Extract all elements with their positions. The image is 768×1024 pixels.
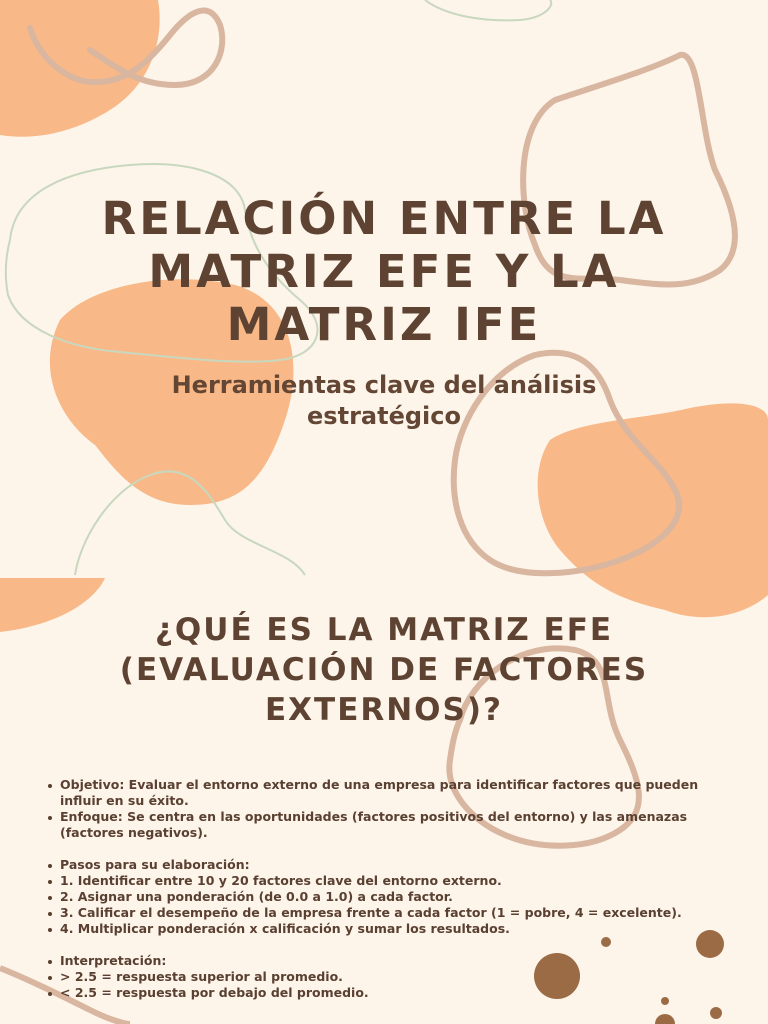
bullet-paso-2: 2. Asignar una ponderación (de 0.0 a 1.0) a cada factor.	[46, 889, 736, 905]
bullet-interpretacion-heading: Interpretación:	[46, 953, 736, 969]
bullet-paso-1: 1. Identificar entre 10 y 20 factores clave del entorno externo.	[46, 873, 736, 889]
bullet-list	[46, 777, 736, 1001]
bullet-enfoque: Enfoque: Se centra en las oportunidades (factores positivos del entorno) y las amenazas (factores negativos).	[46, 809, 736, 841]
page-title: RELACIÓN ENTRE LA MATRIZ EFE Y LA MATRIZ IFE	[101, 192, 667, 351]
bullet-interpretacion-inferior: < 2.5 = respuesta por debajo del promedio.	[46, 985, 736, 1001]
bullet-paso-3: 3. Calificar el desempeño de la empresa frente a cada factor (1 = pobre, 4 = excelente).	[46, 905, 736, 921]
bullet-objetivo: Objetivo: Evaluar el entorno externo de una empresa para identificar factores que pueden influir en su éxito.	[46, 777, 736, 809]
section-heading: ¿QUÉ ES LA MATRIZ EFE (EVALUACIÓN DE FACTORES EXTERNOS)?	[119, 612, 649, 728]
bullet-paso-4: 4. Multiplicar ponderación x calificación y sumar los resultados.	[46, 921, 736, 937]
bullet-pasos-heading: Pasos para su elaboración:	[46, 857, 736, 873]
page-subtitle: Herramientas clave del análisis estratégico	[171, 371, 597, 430]
bullet-interpretacion-superior: > 2.5 = respuesta superior al promedio.	[46, 969, 736, 985]
